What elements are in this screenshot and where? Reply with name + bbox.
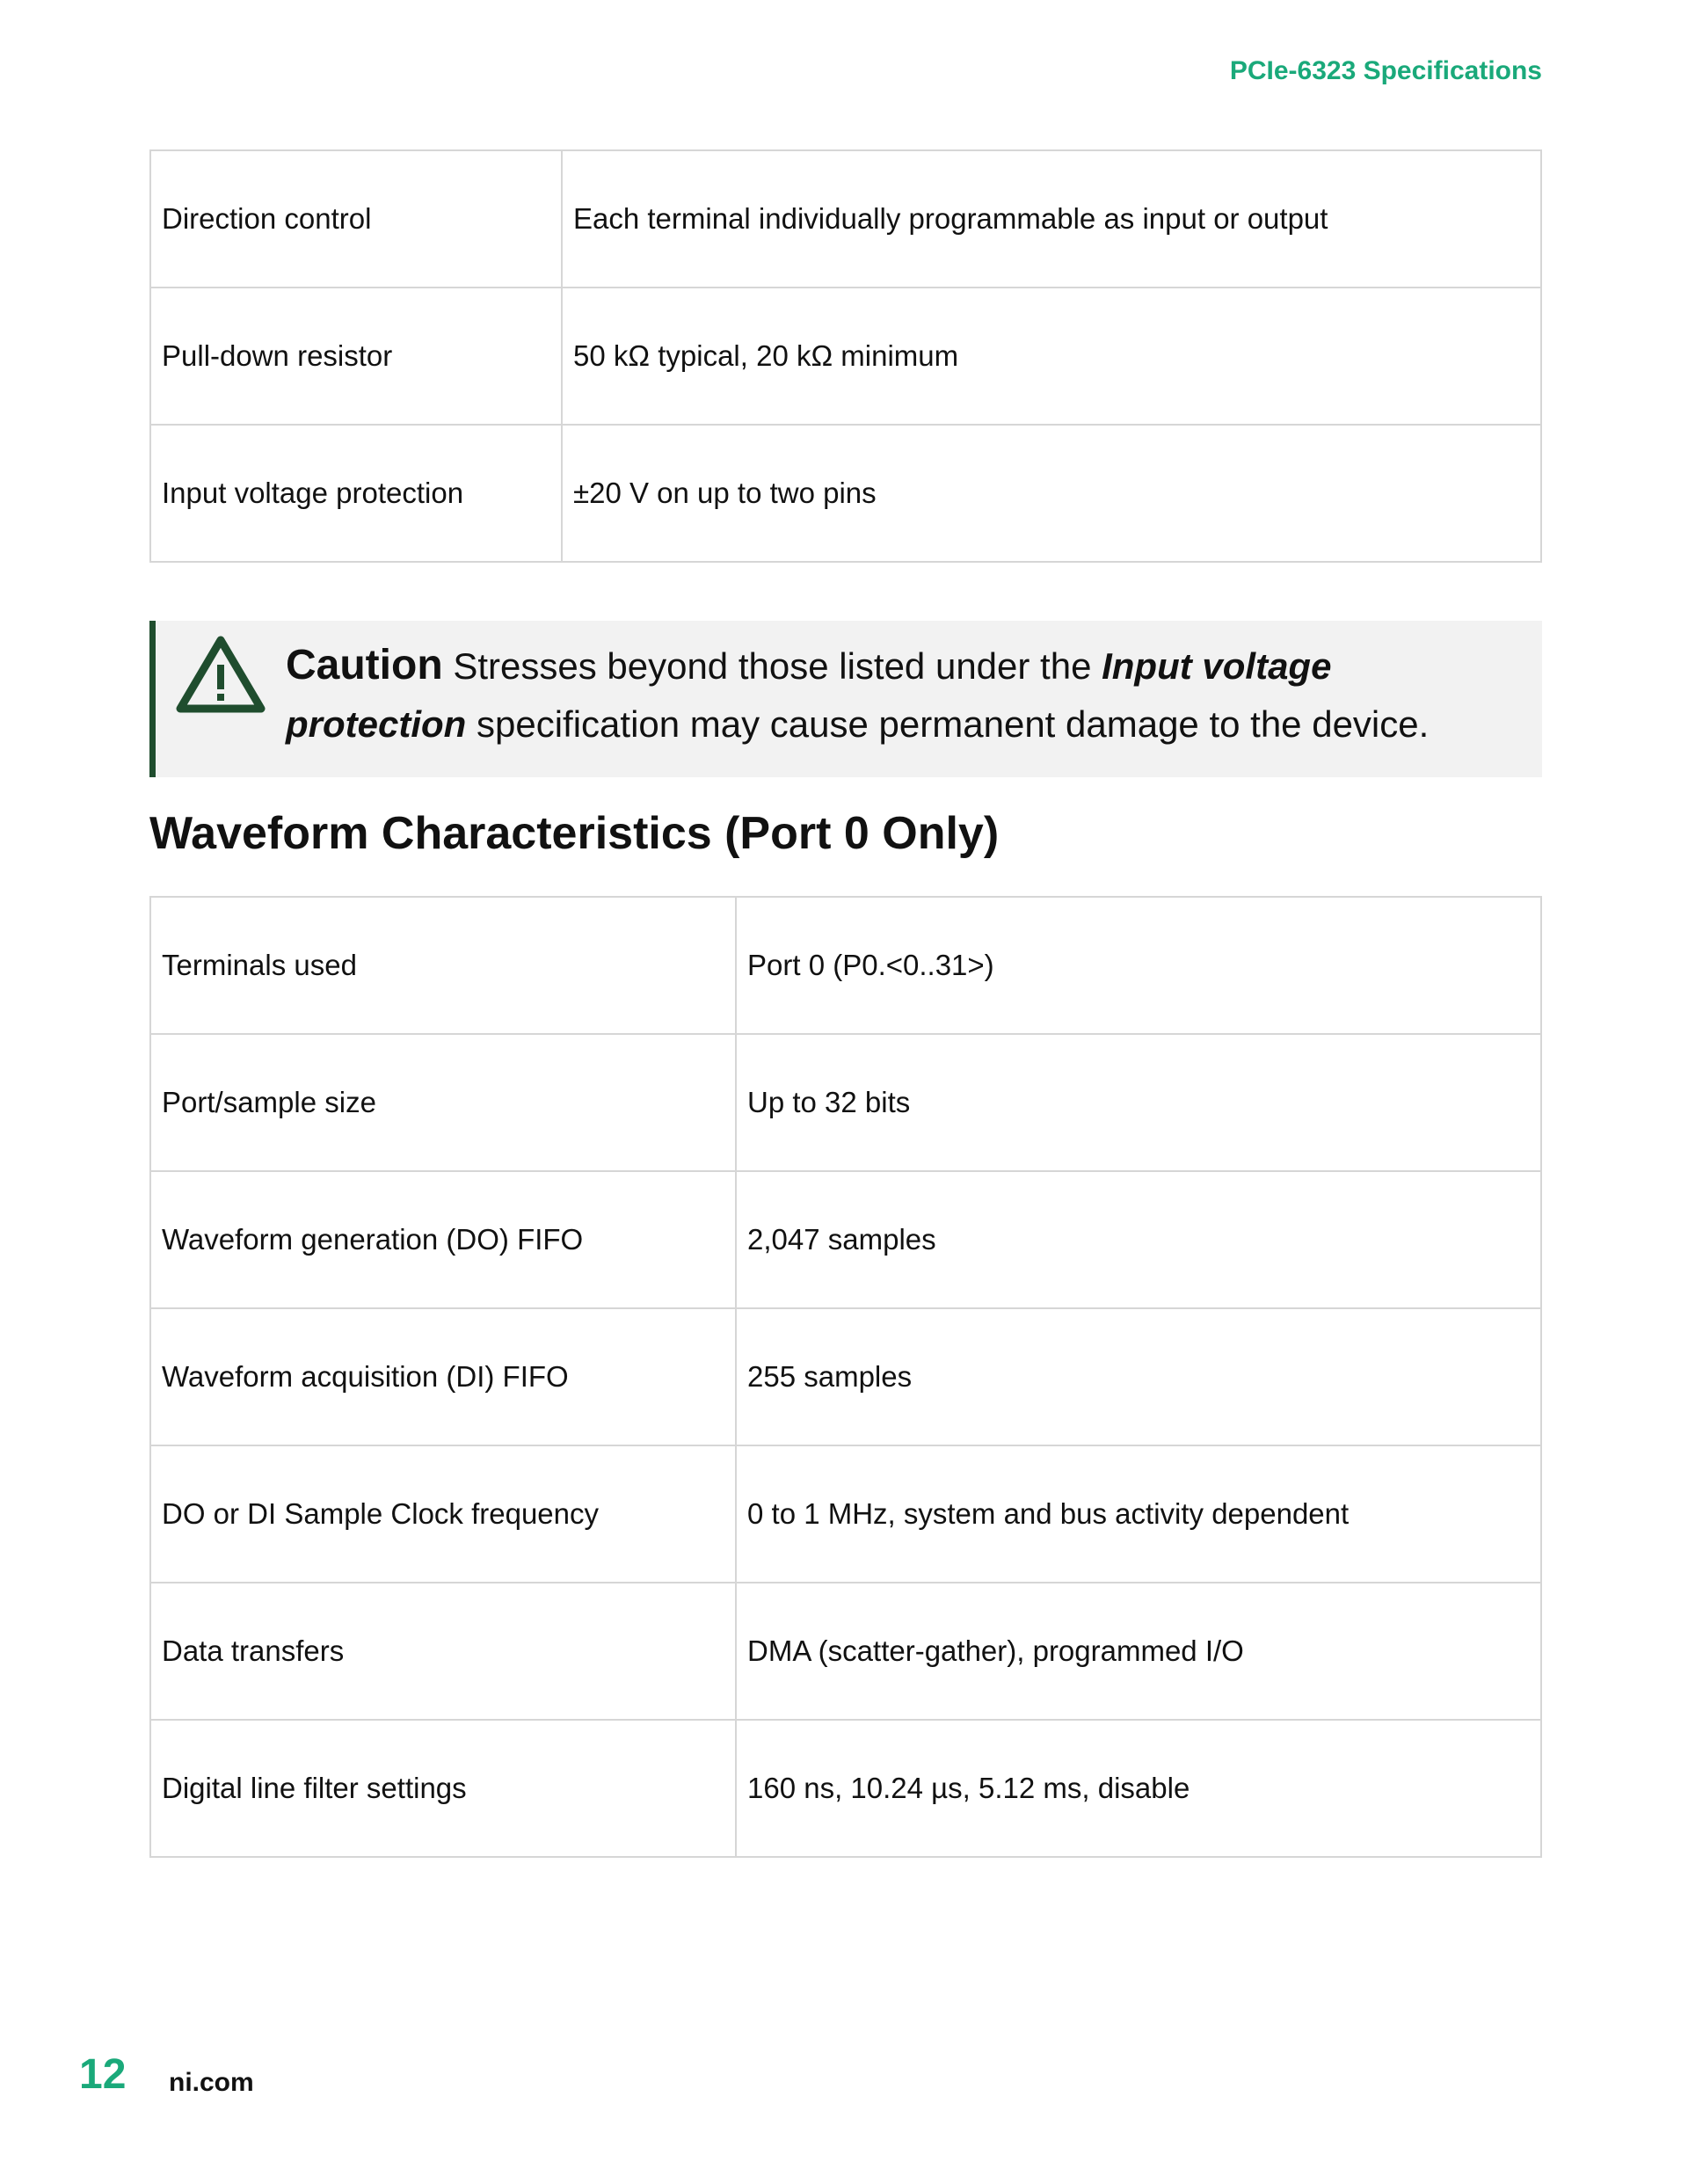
spec-label: Digital line filter settings [150,1720,736,1857]
footer-site: ni.com [169,2068,254,2097]
table-row [150,1720,1541,1857]
page-number: 12 [79,2051,127,2098]
spec-value: 50 kΩ typical, 20 kΩ minimum [562,288,1541,425]
warning-triangle-icon [175,635,266,716]
caution-label: Caution [286,642,443,688]
table-row [150,1445,1541,1583]
spec-value: DMA (scatter-gather), programmed I/O [736,1583,1541,1720]
spec-label: Data transfers [150,1583,736,1720]
table-row [150,1308,1541,1445]
spec-value: 0 to 1 MHz, system and bus activity dependent [736,1445,1541,1583]
table-row [150,897,1541,1034]
spec-label: DO or DI Sample Clock frequency [150,1445,736,1583]
spec-label: Waveform generation (DO) FIFO [150,1171,736,1308]
caution-text: Caution Stresses beyond those listed under the Input voltage protection specification may cause permanent damage to the device. [286,642,1430,745]
digital-io-spec-table [149,149,1542,563]
table-row [150,1583,1541,1720]
section-heading: Waveform Characteristics (Port 0 Only) [149,808,1000,859]
table-row [150,288,1541,425]
spec-value: 2,047 samples [736,1171,1541,1308]
spec-value: ±20 V on up to two pins [562,425,1541,562]
spec-value: 255 samples [736,1308,1541,1445]
spec-value: Each terminal individually programmable as input or output [562,150,1541,288]
spec-label: Pull-down resistor [150,288,562,425]
table-row [150,425,1541,562]
spec-label: Terminals used [150,897,736,1034]
spec-label: Direction control [150,150,562,288]
caution-note [149,621,1542,777]
running-header: PCIe-6323 Specifications [1229,56,1542,85]
waveform-spec-table [149,896,1542,1858]
spec-value: 160 ns, 10.24 µs, 5.12 ms, disable [736,1720,1541,1857]
spec-label: Port/sample size [150,1034,736,1171]
spec-value: Port 0 (P0.<0..31>) [736,897,1541,1034]
table-row [150,150,1541,288]
caution-emphasis: Input voltage protection [286,645,1332,745]
table-row [150,1171,1541,1308]
table-row [150,1034,1541,1171]
spec-label: Input voltage protection [150,425,562,562]
spec-label: Waveform acquisition (DI) FIFO [150,1308,736,1445]
spec-value: Up to 32 bits [736,1034,1541,1171]
